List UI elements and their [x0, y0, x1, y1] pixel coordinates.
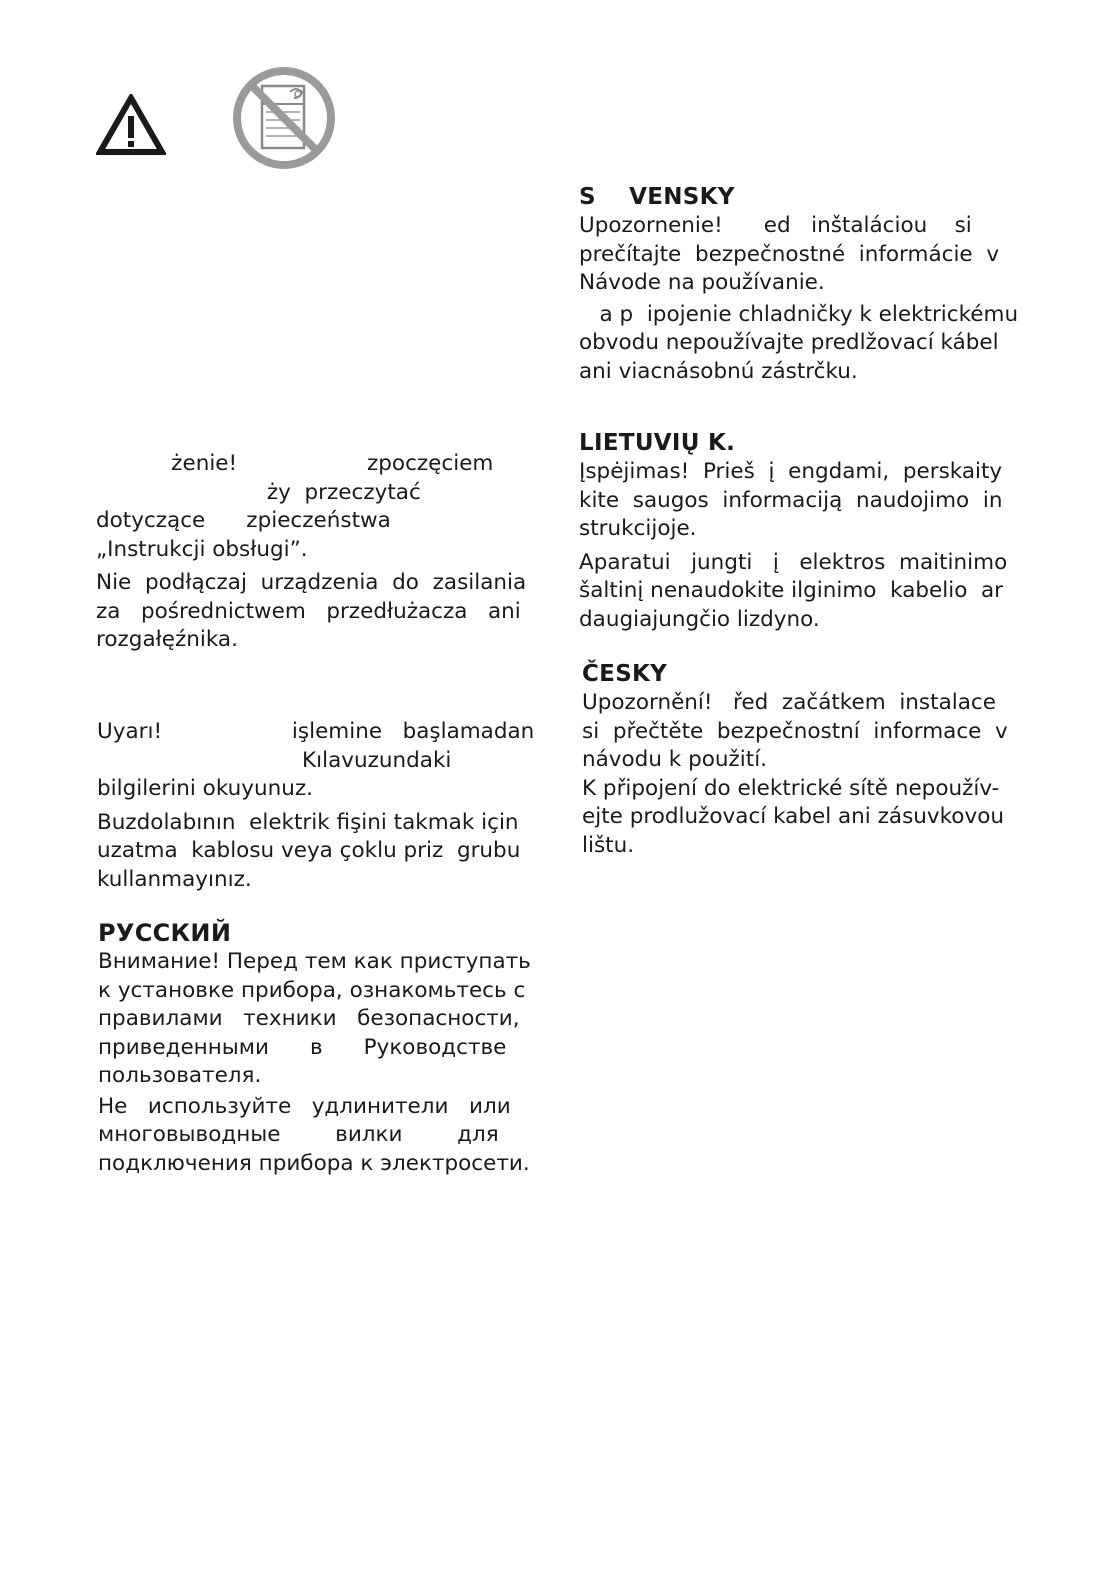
- text-line: za pośrednictwem przedłużacza ani: [96, 598, 521, 624]
- text-line: пользователя.: [98, 1063, 262, 1088]
- czech-cord-paragraph: [582, 775, 1018, 861]
- section-heading: S VENSKY: [579, 184, 735, 210]
- text-line: к установке прибора, ознакомьтесь с: [98, 977, 526, 1003]
- russian-warning-paragraph: [98, 948, 540, 1091]
- text-line: Не используйте удлинители или: [98, 1093, 511, 1119]
- turkish-section: [97, 718, 537, 894]
- text-line: Aparatui jungti į elektros maitinimo: [579, 549, 1008, 575]
- russian-cord-paragraph: [98, 1093, 540, 1179]
- slovak-warning-paragraph: [579, 212, 1017, 298]
- lithuanian-section: [579, 428, 1017, 634]
- text-line: Kılavuzundaki: [97, 747, 452, 773]
- text-line: ejte prodlužovací kabel ani zásuvkovou: [582, 804, 1004, 829]
- text-line: kite saugos informaciją naudojimo in: [579, 487, 1003, 513]
- text-line: strukcijoje.: [579, 516, 697, 541]
- section-heading: LIETUVIŲ K.: [579, 430, 736, 456]
- warning-triangle-icon: [96, 94, 166, 156]
- czech-warning-paragraph: [582, 689, 1018, 775]
- text-line: приведенными в Руководстве: [98, 1034, 507, 1060]
- polish-warning-paragraph: [96, 450, 536, 564]
- text-line: šaltinį nenaudokite ilginimo kabelio ar: [579, 578, 1004, 603]
- turkish-warning-paragraph: [97, 718, 537, 804]
- text-line: многовыводные вилки для: [98, 1122, 499, 1147]
- text-line: daugiajungčio lizdyno.: [579, 606, 820, 632]
- russian-section: [98, 918, 540, 1178]
- polish-cord-paragraph: [96, 569, 536, 655]
- text-line: żenie! zpoczęciem: [96, 451, 494, 476]
- section-heading: РУССКИЙ: [98, 919, 232, 947]
- section-heading: ČESKY: [582, 661, 668, 687]
- text-line: Įspėjimas! Prieš į engdami, perskaity: [579, 459, 1003, 484]
- text-line: ży przeczytać: [96, 479, 421, 505]
- text-line: uzatma kablosu veya çoklu priz grubu: [97, 838, 521, 863]
- text-line: Nie podłączaj urządzenia do zasilania: [96, 570, 527, 595]
- text-line: Uyarı! işlemine başlamadan: [97, 719, 535, 744]
- text-line: rozgałęźnika.: [96, 627, 238, 652]
- text-line: „Instrukcji obsługi”.: [96, 536, 308, 562]
- text-line: návodu k použití.: [582, 747, 767, 772]
- text-line: Návode na používanie.: [579, 270, 825, 295]
- polish-section: [96, 450, 536, 655]
- text-line: dotyczące zpieczeństwa: [96, 508, 391, 533]
- text-line: правилами техники безопасности,: [98, 1006, 520, 1031]
- no-extension-cord-fridge-icon: [232, 66, 336, 170]
- lithuanian-warning-paragraph: [579, 458, 1017, 544]
- text-line: Upozornenie! ed inštaláciou si: [579, 213, 972, 238]
- text-line: подключения прибора к электросети.: [98, 1150, 530, 1176]
- text-line: lištu.: [582, 832, 635, 858]
- text-line: a p ipojenie chladničky k elektrickému: [579, 301, 1019, 327]
- slovak-cord-paragraph: [579, 301, 1017, 387]
- slovak-section: [579, 182, 1017, 386]
- turkish-cord-paragraph: [97, 809, 537, 895]
- text-line: si přečtěte bezpečnostní informace v: [582, 718, 1008, 744]
- text-line: kullanmayınız.: [97, 866, 252, 892]
- lithuanian-cord-paragraph: [579, 549, 1017, 635]
- text-line: Внимание! Перед тем как приступать: [98, 949, 531, 974]
- text-line: prečítajte bezpečnostné informácie v: [579, 241, 1000, 267]
- text-line: Buzdolabının elektrik fişini takmak için: [97, 809, 519, 835]
- text-line: ani viacnásobnú zástrčku.: [579, 358, 858, 384]
- text-line: bilgilerini okuyunuz.: [97, 776, 313, 801]
- text-line: obvodu nepoužívajte predlžovací kábel: [579, 330, 999, 355]
- czech-section: [582, 659, 1018, 860]
- text-line: K připojení do elektrické sítě nepoužív-: [582, 775, 1000, 801]
- text-line: Upozornění! řed začátkem instalace: [582, 690, 996, 715]
